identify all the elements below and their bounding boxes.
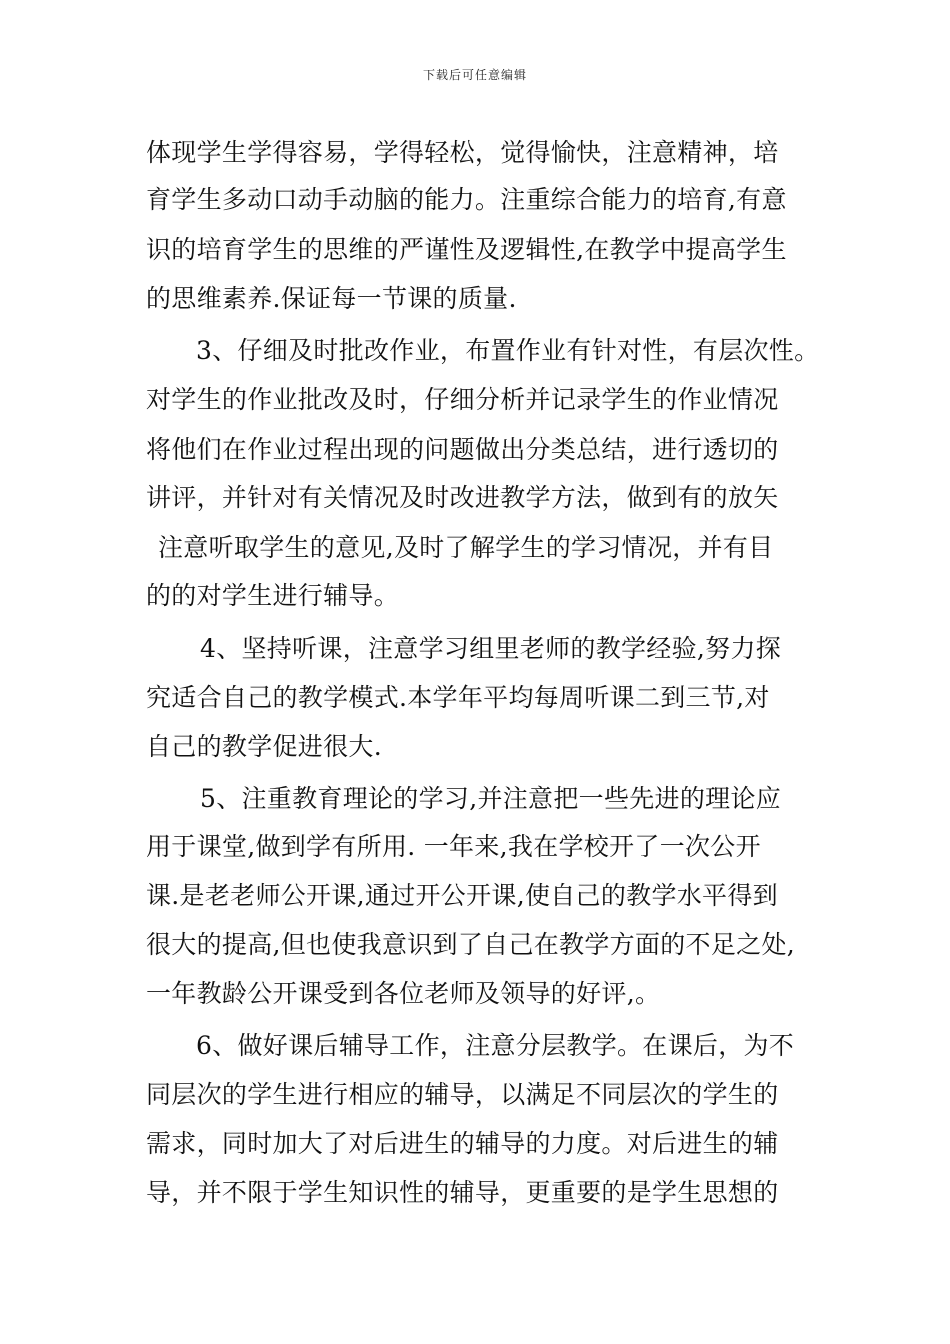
text-line: 导，并不限于学生知识性的辅导，更重要的是学生思想的: [146, 1178, 779, 1207]
text-line: 课.是老老师公开课,通过开公开课,使自己的教学水平得到: [146, 881, 778, 910]
text-line: 同层次的学生进行相应的辅导，以满足不同层次的学生的: [146, 1080, 779, 1109]
text-line: 自己的教学促进很大.: [146, 732, 382, 761]
text-line: 讲评，并针对有关情况及时改进教学方法，做到有的放矢: [146, 483, 779, 512]
paragraph-5-first-line: 5、注重教育理论的学习,并注意把一些先进的理论应: [200, 784, 782, 813]
text-line: 育学生多动口动手动脑的能力。注重综合能力的培育,有意: [146, 185, 787, 214]
text-line: 的思维素养.保证每一节课的质量.: [146, 284, 517, 313]
paragraph-3-first-line: 3、仔细及时批改作业，布置作业有针对性，有层次性。: [196, 336, 820, 365]
text-line: 很大的提高,但也使我意识到了自己在教学方面的不足之处,: [146, 930, 795, 959]
paragraph-4-first-line: 4、坚持听课，注意学习组里老师的教学经验,努力探: [200, 634, 782, 663]
text-line: 一年教龄公开课受到各位老师及领导的好评,。: [146, 979, 661, 1008]
text-line: 将他们在作业过程出现的问题做出分类总结，进行透切的: [146, 435, 779, 464]
text-line: 用于课堂,做到学有所用. 一年来,我在学校开了一次公开: [146, 832, 761, 861]
text-line: 的的对学生进行辅导。: [146, 581, 400, 610]
paragraph-6-first-line: 6、做好课后辅导工作，注意分层教学。在课后，为不: [196, 1031, 795, 1060]
text-line: 注意听取学生的意见,及时了解学生的学习情况，并有目: [158, 533, 774, 562]
text-line: 对学生的作业批改及时，仔细分析并记录学生的作业情况: [146, 385, 779, 414]
text-line: 体现学生学得容易，学得轻松，觉得愉快，注意精神，培: [146, 138, 779, 167]
text-line: 识的培育学生的思维的严谨性及逻辑性,在教学中提高学生: [146, 235, 787, 264]
page-header: 下载后可任意编辑: [422, 68, 527, 82]
text-line: 需求，同时加大了对后进生的辅导的力度。对后进生的辅: [146, 1129, 779, 1158]
text-line: 究适合自己的教学模式.本学年平均每周听课二到三节,对: [146, 683, 770, 712]
